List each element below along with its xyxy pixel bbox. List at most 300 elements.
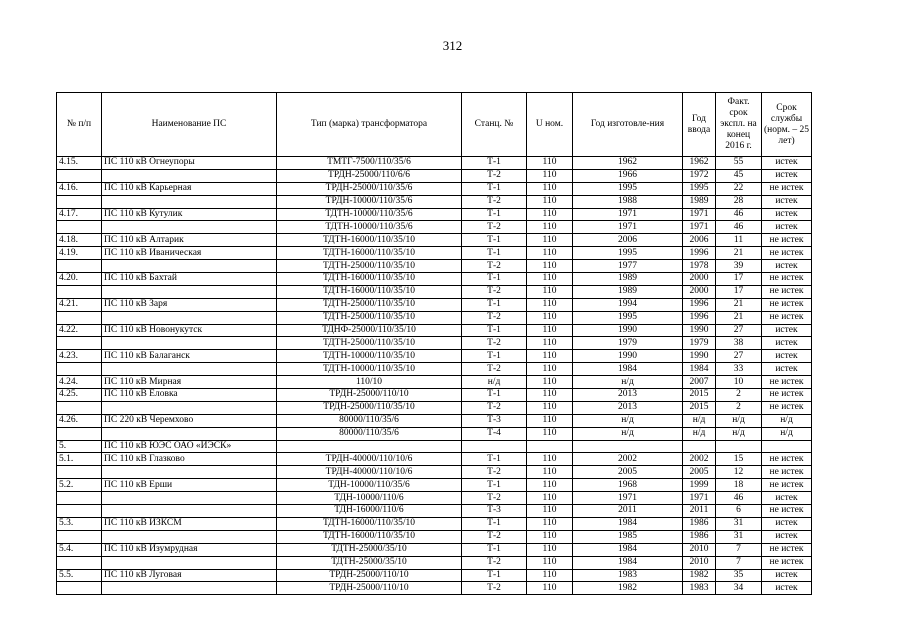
cell-station: Т-3 [462, 505, 527, 518]
cell-year: 2011 [683, 505, 716, 518]
cell-year: 1999 [683, 479, 716, 492]
cell-service: истек [762, 363, 812, 376]
cell-service: не истек [762, 182, 812, 195]
cell-made: 2013 [573, 389, 683, 402]
cell-fact: 35 [716, 569, 762, 582]
cell-name [102, 492, 277, 505]
cell-service: истек [762, 530, 812, 543]
cell-made [573, 440, 683, 453]
cell-type: ТДТН-10000/110/35/6 [277, 221, 462, 234]
cell-u-nom: 110 [527, 182, 573, 195]
cell-u-nom: 110 [527, 479, 573, 492]
cell-num [57, 311, 102, 324]
cell-year: 1971 [683, 208, 716, 221]
cell-name [102, 530, 277, 543]
cell-u-nom: 110 [527, 208, 573, 221]
cell-name: ПС 110 кВ Мирная [102, 376, 277, 389]
cell-fact: 6 [716, 505, 762, 518]
cell-fact: н/д [716, 427, 762, 440]
cell-name: ПС 110 кВ Новонукутск [102, 324, 277, 337]
cell-year: 1989 [683, 195, 716, 208]
cell-type: ТРДН-40000/110/10/6 [277, 466, 462, 479]
cell-name [102, 260, 277, 273]
cell-u-nom: 110 [527, 389, 573, 402]
cell-fact: 31 [716, 517, 762, 530]
cell-made: 1983 [573, 569, 683, 582]
cell-type: ТРДН-25000/110/35/6 [277, 182, 462, 195]
cell-name: ПС 110 кВ Еловка [102, 389, 277, 402]
table-row [57, 414, 812, 427]
cell-made: 1984 [573, 556, 683, 569]
cell-station: Т-2 [462, 221, 527, 234]
table-row [57, 285, 812, 298]
cell-year: 2015 [683, 401, 716, 414]
cell-year: 1995 [683, 182, 716, 195]
cell-type: ТРДН-40000/110/10/6 [277, 453, 462, 466]
cell-fact: 15 [716, 453, 762, 466]
cell-type: 80000/110/35/6 [277, 414, 462, 427]
cell-type: ТРДН-25000/110/35/10 [277, 401, 462, 414]
cell-service: не истек [762, 479, 812, 492]
cell-name: ПС 110 кВ Огнеупоры [102, 157, 277, 170]
cell-type: ТДТН-16000/110/35/10 [277, 517, 462, 530]
cell-fact: 55 [716, 157, 762, 170]
cell-year: 2010 [683, 556, 716, 569]
cell-type: ТДНФ-25000/110/35/10 [277, 324, 462, 337]
cell-name: ПС 110 кВ Ерши [102, 479, 277, 492]
cell-service: не истек [762, 389, 812, 402]
cell-name: ПС 110 кВ Алтарик [102, 234, 277, 247]
cell-fact: 21 [716, 247, 762, 260]
cell-type: ТДТН-25000/35/10 [277, 556, 462, 569]
cell-name: ПС 110 кВ ЮЭС ОАО «ИЭСК» [102, 440, 277, 453]
cell-made: 1971 [573, 492, 683, 505]
table-row [57, 569, 812, 582]
cell-fact: 17 [716, 273, 762, 286]
table-row [57, 376, 812, 389]
cell-fact: 2 [716, 389, 762, 402]
cell-name [102, 401, 277, 414]
table-row [57, 440, 812, 453]
cell-u-nom: 110 [527, 530, 573, 543]
cell-type: ТДТН-25000/110/35/10 [277, 260, 462, 273]
cell-type: ТДТН-10000/110/35/6 [277, 208, 462, 221]
cell-fact: 45 [716, 169, 762, 182]
cell-num [57, 363, 102, 376]
cell-made: 1985 [573, 530, 683, 543]
cell-station: Т-1 [462, 273, 527, 286]
cell-fact: 27 [716, 350, 762, 363]
cell-num [57, 466, 102, 479]
cell-service: не истек [762, 234, 812, 247]
cell-station: Т-1 [462, 234, 527, 247]
cell-service: не истек [762, 401, 812, 414]
cell-u-nom: 110 [527, 337, 573, 350]
cell-type: 110/10 [277, 376, 462, 389]
header-name: Наименование ПС [102, 93, 277, 157]
cell-num: 5.5. [57, 569, 102, 582]
cell-num: 4.15. [57, 157, 102, 170]
cell-made: 1968 [573, 479, 683, 492]
cell-service: истек [762, 208, 812, 221]
cell-station: Т-4 [462, 427, 527, 440]
cell-year: 2005 [683, 466, 716, 479]
cell-u-nom: 110 [527, 324, 573, 337]
cell-u-nom: 110 [527, 247, 573, 260]
cell-type: ТРДН-10000/110/35/6 [277, 195, 462, 208]
cell-made: н/д [573, 376, 683, 389]
cell-fact: 27 [716, 324, 762, 337]
cell-fact: 31 [716, 530, 762, 543]
cell-service: истек [762, 324, 812, 337]
cell-service: не истек [762, 505, 812, 518]
cell-fact: 7 [716, 543, 762, 556]
cell-type: ТРДН-25000/110/10 [277, 582, 462, 595]
cell-num: 4.17. [57, 208, 102, 221]
table-row [57, 453, 812, 466]
cell-type: 80000/110/35/6 [277, 427, 462, 440]
cell-name [102, 337, 277, 350]
table-row [57, 479, 812, 492]
cell-num [57, 556, 102, 569]
cell-made: 1966 [573, 169, 683, 182]
cell-fact: 46 [716, 221, 762, 234]
table-row [57, 298, 812, 311]
table-row [57, 543, 812, 556]
table-row [57, 401, 812, 414]
table-row [57, 157, 812, 170]
cell-station: Т-2 [462, 492, 527, 505]
cell-name: ПС 110 кВ Бахтай [102, 273, 277, 286]
cell-service: истек [762, 569, 812, 582]
cell-name [102, 221, 277, 234]
cell-service: не истек [762, 453, 812, 466]
cell-fact: 10 [716, 376, 762, 389]
cell-service: не истек [762, 556, 812, 569]
cell-station: Т-2 [462, 556, 527, 569]
cell-u-nom: 110 [527, 376, 573, 389]
cell-station: Т-2 [462, 195, 527, 208]
cell-year: 1996 [683, 298, 716, 311]
cell-station: Т-2 [462, 530, 527, 543]
cell-fact: 34 [716, 582, 762, 595]
cell-station: Т-2 [462, 401, 527, 414]
cell-service: не истек [762, 311, 812, 324]
page-number: 312 [442, 38, 463, 53]
cell-fact: 28 [716, 195, 762, 208]
cell-fact: 2 [716, 401, 762, 414]
table-row [57, 324, 812, 337]
cell-num: 4.20. [57, 273, 102, 286]
cell-num [57, 285, 102, 298]
cell-service: не истек [762, 247, 812, 260]
cell-year: н/д [683, 414, 716, 427]
cell-service: не истек [762, 466, 812, 479]
table-row [57, 505, 812, 518]
cell-u-nom: 110 [527, 517, 573, 530]
cell-station: Т-2 [462, 363, 527, 376]
cell-made: 1971 [573, 208, 683, 221]
cell-u-nom: 110 [527, 453, 573, 466]
cell-num: 4.26. [57, 414, 102, 427]
cell-year: 1979 [683, 337, 716, 350]
cell-service: истек [762, 350, 812, 363]
cell-service: н/д [762, 414, 812, 427]
header-u-nom: U ном. [527, 93, 573, 157]
cell-name [102, 169, 277, 182]
cell-made: 1989 [573, 285, 683, 298]
table-row [57, 273, 812, 286]
cell-made: 2002 [573, 453, 683, 466]
cell-year: 1962 [683, 157, 716, 170]
cell-year: 1996 [683, 247, 716, 260]
cell-station: Т-1 [462, 453, 527, 466]
cell-made: 1989 [573, 273, 683, 286]
table-row [57, 492, 812, 505]
table-row [57, 556, 812, 569]
cell-station: Т-1 [462, 569, 527, 582]
cell-name: ПС 110 кВ Иваническая [102, 247, 277, 260]
cell-year: 2015 [683, 389, 716, 402]
cell-made: 1984 [573, 543, 683, 556]
cell-num: 4.19. [57, 247, 102, 260]
cell-num: 4.23. [57, 350, 102, 363]
cell-name [102, 466, 277, 479]
cell-made: 1984 [573, 363, 683, 376]
cell-u-nom: 110 [527, 298, 573, 311]
cell-name [102, 427, 277, 440]
cell-u-nom: 110 [527, 492, 573, 505]
table-header-row [57, 93, 812, 157]
cell-num: 5.1. [57, 453, 102, 466]
cell-fact: 38 [716, 337, 762, 350]
cell-fact: н/д [716, 414, 762, 427]
table-body [57, 157, 812, 595]
cell-fact: 11 [716, 234, 762, 247]
cell-num [57, 492, 102, 505]
cell-station: Т-2 [462, 169, 527, 182]
cell-num: 4.16. [57, 182, 102, 195]
cell-service: н/д [762, 427, 812, 440]
cell-made: н/д [573, 427, 683, 440]
cell-u-nom: 110 [527, 157, 573, 170]
cell-num [57, 195, 102, 208]
cell-u-nom: 110 [527, 556, 573, 569]
cell-num [57, 427, 102, 440]
cell-u-nom: 110 [527, 414, 573, 427]
cell-year: 1983 [683, 582, 716, 595]
cell-station: Т-2 [462, 582, 527, 595]
cell-service: истек [762, 492, 812, 505]
cell-made: н/д [573, 414, 683, 427]
cell-fact: 18 [716, 479, 762, 492]
table-row [57, 234, 812, 247]
table-row [57, 260, 812, 273]
table-row [57, 350, 812, 363]
cell-station: Т-2 [462, 311, 527, 324]
cell-made: 1995 [573, 182, 683, 195]
cell-station: Т-1 [462, 157, 527, 170]
header-year: Год ввода [683, 93, 716, 157]
cell-made: 1988 [573, 195, 683, 208]
cell-type: ТДТН-16000/110/35/10 [277, 530, 462, 543]
cell-u-nom [527, 440, 573, 453]
cell-fact: 7 [716, 556, 762, 569]
cell-type: ТДТН-16000/110/35/10 [277, 273, 462, 286]
cell-type: ТРДН-25000/110/6/6 [277, 169, 462, 182]
cell-year: 1996 [683, 311, 716, 324]
cell-fact [716, 440, 762, 453]
cell-year: 2000 [683, 273, 716, 286]
cell-name [102, 556, 277, 569]
cell-type: ТМТГ-7500/110/35/6 [277, 157, 462, 170]
cell-made: 1984 [573, 517, 683, 530]
cell-type: ТДТН-16000/110/35/10 [277, 285, 462, 298]
cell-year: 1990 [683, 324, 716, 337]
cell-type: ТДТН-10000/110/35/10 [277, 350, 462, 363]
cell-year: н/д [683, 427, 716, 440]
cell-name: ПС 110 кВ Глазково [102, 453, 277, 466]
cell-name: ПС 110 кВ Изумрудная [102, 543, 277, 556]
cell-station: Т-1 [462, 247, 527, 260]
cell-service: не истек [762, 376, 812, 389]
cell-u-nom: 110 [527, 427, 573, 440]
cell-made: 2011 [573, 505, 683, 518]
cell-u-nom: 110 [527, 543, 573, 556]
cell-u-nom: 110 [527, 285, 573, 298]
cell-made: 1995 [573, 311, 683, 324]
cell-type: ТДТН-25000/110/35/10 [277, 311, 462, 324]
cell-name [102, 363, 277, 376]
cell-service: не истек [762, 543, 812, 556]
cell-u-nom: 110 [527, 195, 573, 208]
header-made: Год изготовле-ния [573, 93, 683, 157]
cell-year: 2002 [683, 453, 716, 466]
cell-name: ПС 110 кВ Карьерная [102, 182, 277, 195]
table-row [57, 427, 812, 440]
cell-station: Т-1 [462, 389, 527, 402]
header-fact: Факт. срок экспл. на конец 2016 г. [716, 93, 762, 157]
cell-year [683, 440, 716, 453]
cell-type: ТРДН-25000/110/10 [277, 389, 462, 402]
cell-year: 1978 [683, 260, 716, 273]
cell-made: 1979 [573, 337, 683, 350]
cell-fact: 46 [716, 492, 762, 505]
cell-num: 4.24. [57, 376, 102, 389]
header-station: Станц. № [462, 93, 527, 157]
cell-station: Т-1 [462, 350, 527, 363]
cell-name: ПС 220 кВ Черемхово [102, 414, 277, 427]
cell-type: ТДТН-16000/110/35/10 [277, 247, 462, 260]
cell-type: ТДТН-10000/110/35/10 [277, 363, 462, 376]
cell-service: истек [762, 337, 812, 350]
cell-year: 1982 [683, 569, 716, 582]
cell-station: Т-2 [462, 466, 527, 479]
cell-station: Т-1 [462, 182, 527, 195]
cell-year: 1971 [683, 492, 716, 505]
cell-u-nom: 110 [527, 169, 573, 182]
cell-type: ТДТН-25000/110/35/10 [277, 337, 462, 350]
header-type: Тип (марка) трансформатора [277, 93, 462, 157]
cell-num: 4.25. [57, 389, 102, 402]
cell-station: Т-2 [462, 337, 527, 350]
cell-num [57, 582, 102, 595]
cell-service: не истек [762, 298, 812, 311]
cell-made: 1990 [573, 324, 683, 337]
cell-station: Т-1 [462, 517, 527, 530]
cell-made: 2006 [573, 234, 683, 247]
cell-made: 1990 [573, 350, 683, 363]
cell-year: 1986 [683, 530, 716, 543]
cell-year: 1971 [683, 221, 716, 234]
cell-u-nom: 110 [527, 311, 573, 324]
cell-station: н/д [462, 376, 527, 389]
cell-u-nom: 110 [527, 569, 573, 582]
cell-fact: 33 [716, 363, 762, 376]
cell-station: Т-1 [462, 208, 527, 221]
cell-fact: 22 [716, 182, 762, 195]
table-row [57, 182, 812, 195]
cell-year: 1984 [683, 363, 716, 376]
cell-u-nom: 110 [527, 260, 573, 273]
cell-station: Т-1 [462, 479, 527, 492]
cell-type: ТДТН-25000/35/10 [277, 543, 462, 556]
cell-service [762, 440, 812, 453]
cell-name [102, 505, 277, 518]
cell-u-nom: 110 [527, 221, 573, 234]
cell-name [102, 582, 277, 595]
cell-num [57, 169, 102, 182]
cell-made: 1995 [573, 247, 683, 260]
table-row [57, 208, 812, 221]
cell-service: не истек [762, 273, 812, 286]
cell-name: ПС 110 кВ Кутулик [102, 208, 277, 221]
table-row [57, 337, 812, 350]
cell-fact: 39 [716, 260, 762, 273]
cell-num [57, 337, 102, 350]
cell-num: 4.22. [57, 324, 102, 337]
cell-type: ТДН-16000/110/6 [277, 505, 462, 518]
cell-type: ТДН-10000/110/6 [277, 492, 462, 505]
cell-name [102, 285, 277, 298]
cell-station: Т-2 [462, 260, 527, 273]
cell-made: 1962 [573, 157, 683, 170]
cell-service: истек [762, 260, 812, 273]
cell-made: 1971 [573, 221, 683, 234]
table-row [57, 169, 812, 182]
cell-num [57, 221, 102, 234]
cell-year: 1986 [683, 517, 716, 530]
cell-station: Т-1 [462, 298, 527, 311]
cell-type: ТДТН-25000/110/35/10 [277, 298, 462, 311]
cell-num: 4.21. [57, 298, 102, 311]
cell-type: ТРДН-25000/110/10 [277, 569, 462, 582]
table-row [57, 466, 812, 479]
cell-u-nom: 110 [527, 505, 573, 518]
cell-num [57, 530, 102, 543]
cell-year: 2000 [683, 285, 716, 298]
cell-name: ПС 110 кВ Заря [102, 298, 277, 311]
cell-fact: 46 [716, 208, 762, 221]
cell-u-nom: 110 [527, 401, 573, 414]
cell-type [277, 440, 462, 453]
cell-service: истек [762, 517, 812, 530]
cell-u-nom: 110 [527, 466, 573, 479]
cell-made: 2013 [573, 401, 683, 414]
cell-name: ПС 110 кВ Балаганск [102, 350, 277, 363]
cell-num: 5.2. [57, 479, 102, 492]
cell-service: истек [762, 195, 812, 208]
